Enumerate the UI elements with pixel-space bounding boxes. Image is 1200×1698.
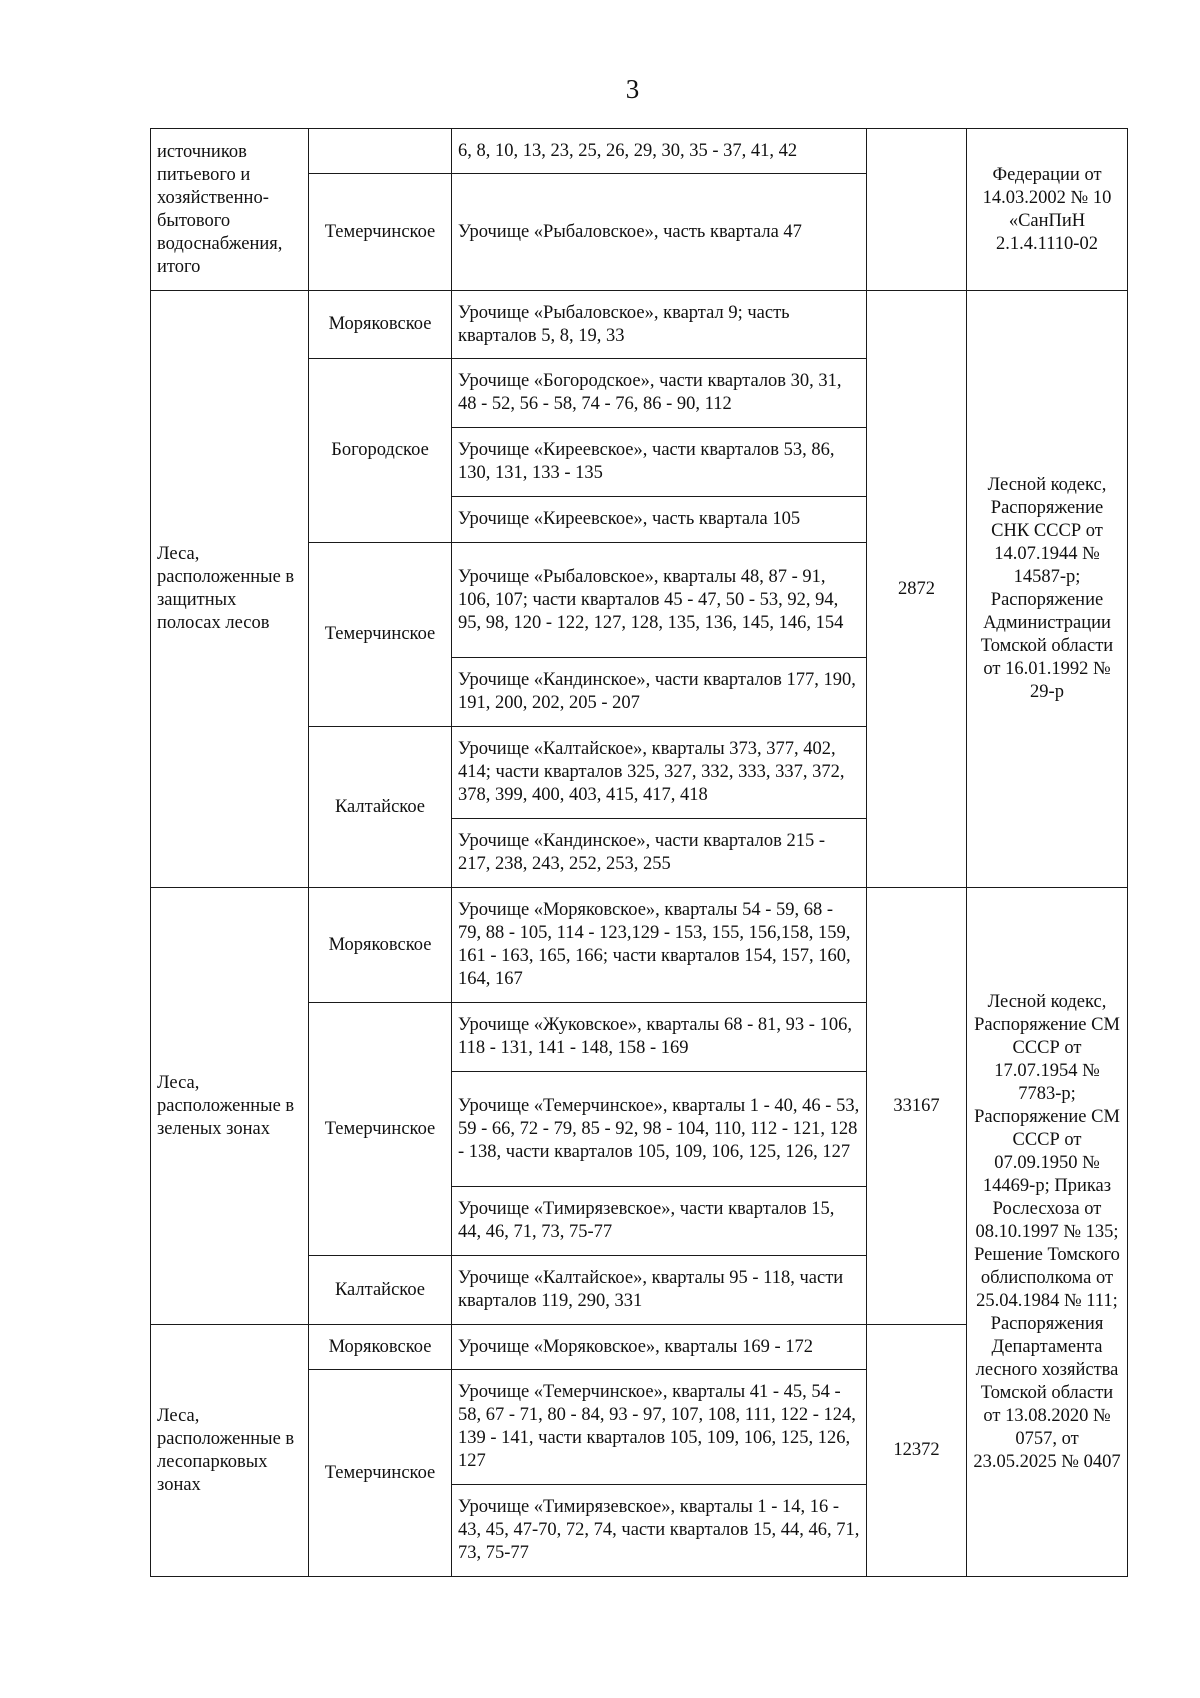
location-cell: 6, 8, 10, 13, 23, 25, 26, 29, 30, 35 - 37, 41, 42	[452, 129, 867, 174]
legal-basis-cell: Федерации от 14.03.2002 № 10 «СанПиН 2.1.4.1110-02	[967, 129, 1128, 291]
district-cell: Темерчинское	[309, 1370, 452, 1577]
area-cell: 12372	[867, 1325, 967, 1577]
page-number: 3	[625, 74, 640, 104]
area-cell: 33167	[867, 888, 967, 1325]
district-cell: Моряковское	[309, 291, 452, 359]
location-cell: Урочище «Моряковское», кварталы 54 - 59, 68 - 79, 88 - 105, 114 - 123,129 - 153, 155, 156,158, 159, 161 - 163, 165, 166; части кварталов 154, 157, 160, 164, 167	[452, 888, 867, 1003]
legal-basis-cell: Лесной кодекс, Распоряжение СМ СССР от 17.07.1954 № 7783-р; Распоряжение СМ СССР от 07.09.1950 № 14469-р; Приказ Рослесхоза от 08.10.1997 № 135; Решение Томского облисполкома от 25.04.1984 № 111; Распоряжения Департамента лесного хозяйства Томской области от 13.08.2020 № 0757, от 23.05.2025 № 0407	[967, 888, 1128, 1577]
area-cell: 2872	[867, 291, 967, 888]
table-row	[151, 129, 1128, 174]
area-cell	[867, 129, 967, 291]
district-cell: Богородское	[309, 359, 452, 543]
location-cell: Урочище «Кандинское», части кварталов 177, 190, 191, 200, 202, 205 - 207	[452, 658, 867, 727]
category-cell: Леса, расположенные в зеленых зонах	[151, 888, 309, 1325]
forest-protection-table	[150, 128, 1128, 1577]
location-cell: Урочище «Киреевское», часть квартала 105	[452, 497, 867, 543]
table-row	[151, 291, 1128, 359]
location-cell: Урочище «Тимирязевское», кварталы 1 - 14, 16 - 43, 45, 47-70, 72, 74, части кварталов 15, 44, 46, 71, 73, 75-77	[452, 1485, 867, 1577]
location-cell: Урочище «Темерчинское», кварталы 1 - 40, 46 - 53, 59 - 66, 72 - 79, 85 - 92, 98 - 104, 110, 112 - 121, 128 - 138, части кварталов 105, 109, 106, 125, 126, 127	[452, 1072, 867, 1187]
location-cell: Урочище «Калтайское», кварталы 95 - 118, части кварталов 119, 290, 331	[452, 1256, 867, 1325]
location-cell: Урочище «Рыбаловское», кварталы 48, 87 - 91, 106, 107; части кварталов 45 - 47, 50 - 53, 92, 94, 95, 98, 120 - 122, 127, 128, 135, 136, 145, 146, 154	[452, 543, 867, 658]
district-cell	[309, 129, 452, 174]
location-cell: Урочище «Тимирязевское», части кварталов 15, 44, 46, 71, 73, 75-77	[452, 1187, 867, 1256]
category-cell: Леса, расположенные в защитных полосах лесов	[151, 291, 309, 888]
location-cell: Урочище «Киреевское», части кварталов 53, 86, 130, 131, 133 - 135	[452, 428, 867, 497]
category-cell: источников питьевого и хозяйственно-бытового водоснабжения, итого	[151, 129, 309, 291]
location-cell: Урочище «Рыбаловское», квартал 9; часть кварталов 5, 8, 19, 33	[452, 291, 867, 359]
category-cell: Леса, расположенные в лесопарковых зонах	[151, 1325, 309, 1577]
table-row	[151, 888, 1128, 1003]
location-cell: Урочище «Жуковское», кварталы 68 - 81, 93 - 106, 118 - 131, 141 - 148, 158 - 169	[452, 1003, 867, 1072]
district-cell: Калтайское	[309, 1256, 452, 1325]
district-cell: Темерчинское	[309, 174, 452, 291]
district-cell: Калтайское	[309, 727, 452, 888]
district-cell: Моряковское	[309, 888, 452, 1003]
location-cell: Урочище «Темерчинское», кварталы 41 - 45, 54 - 58, 67 - 71, 80 - 84, 93 - 97, 107, 108, 111, 122 - 124, 139 - 141, части кварталов 105, 109, 106, 125, 126, 127	[452, 1370, 867, 1485]
district-cell: Темерчинское	[309, 1003, 452, 1256]
district-cell: Моряковское	[309, 1325, 452, 1370]
location-cell: Урочище «Рыбаловское», часть квартала 47	[452, 174, 867, 291]
location-cell: Урочище «Богородское», части кварталов 30, 31, 48 - 52, 56 - 58, 74 - 76, 86 - 90, 112	[452, 359, 867, 428]
location-cell: Урочище «Калтайское», кварталы 373, 377, 402, 414; части кварталов 325, 327, 332, 333, 337, 372, 378, 399, 400, 403, 415, 417, 418	[452, 727, 867, 819]
location-cell: Урочище «Моряковское», кварталы 169 - 172	[452, 1325, 867, 1370]
location-cell: Урочище «Кандинское», части кварталов 215 - 217, 238, 243, 252, 253, 255	[452, 819, 867, 888]
legal-basis-cell: Лесной кодекс, Распоряжение СНК СССР от 14.07.1944 № 14587-р; Распоряжение Администрации Томской области от 16.01.1992 № 29-р	[967, 291, 1128, 888]
district-cell: Темерчинское	[309, 543, 452, 727]
